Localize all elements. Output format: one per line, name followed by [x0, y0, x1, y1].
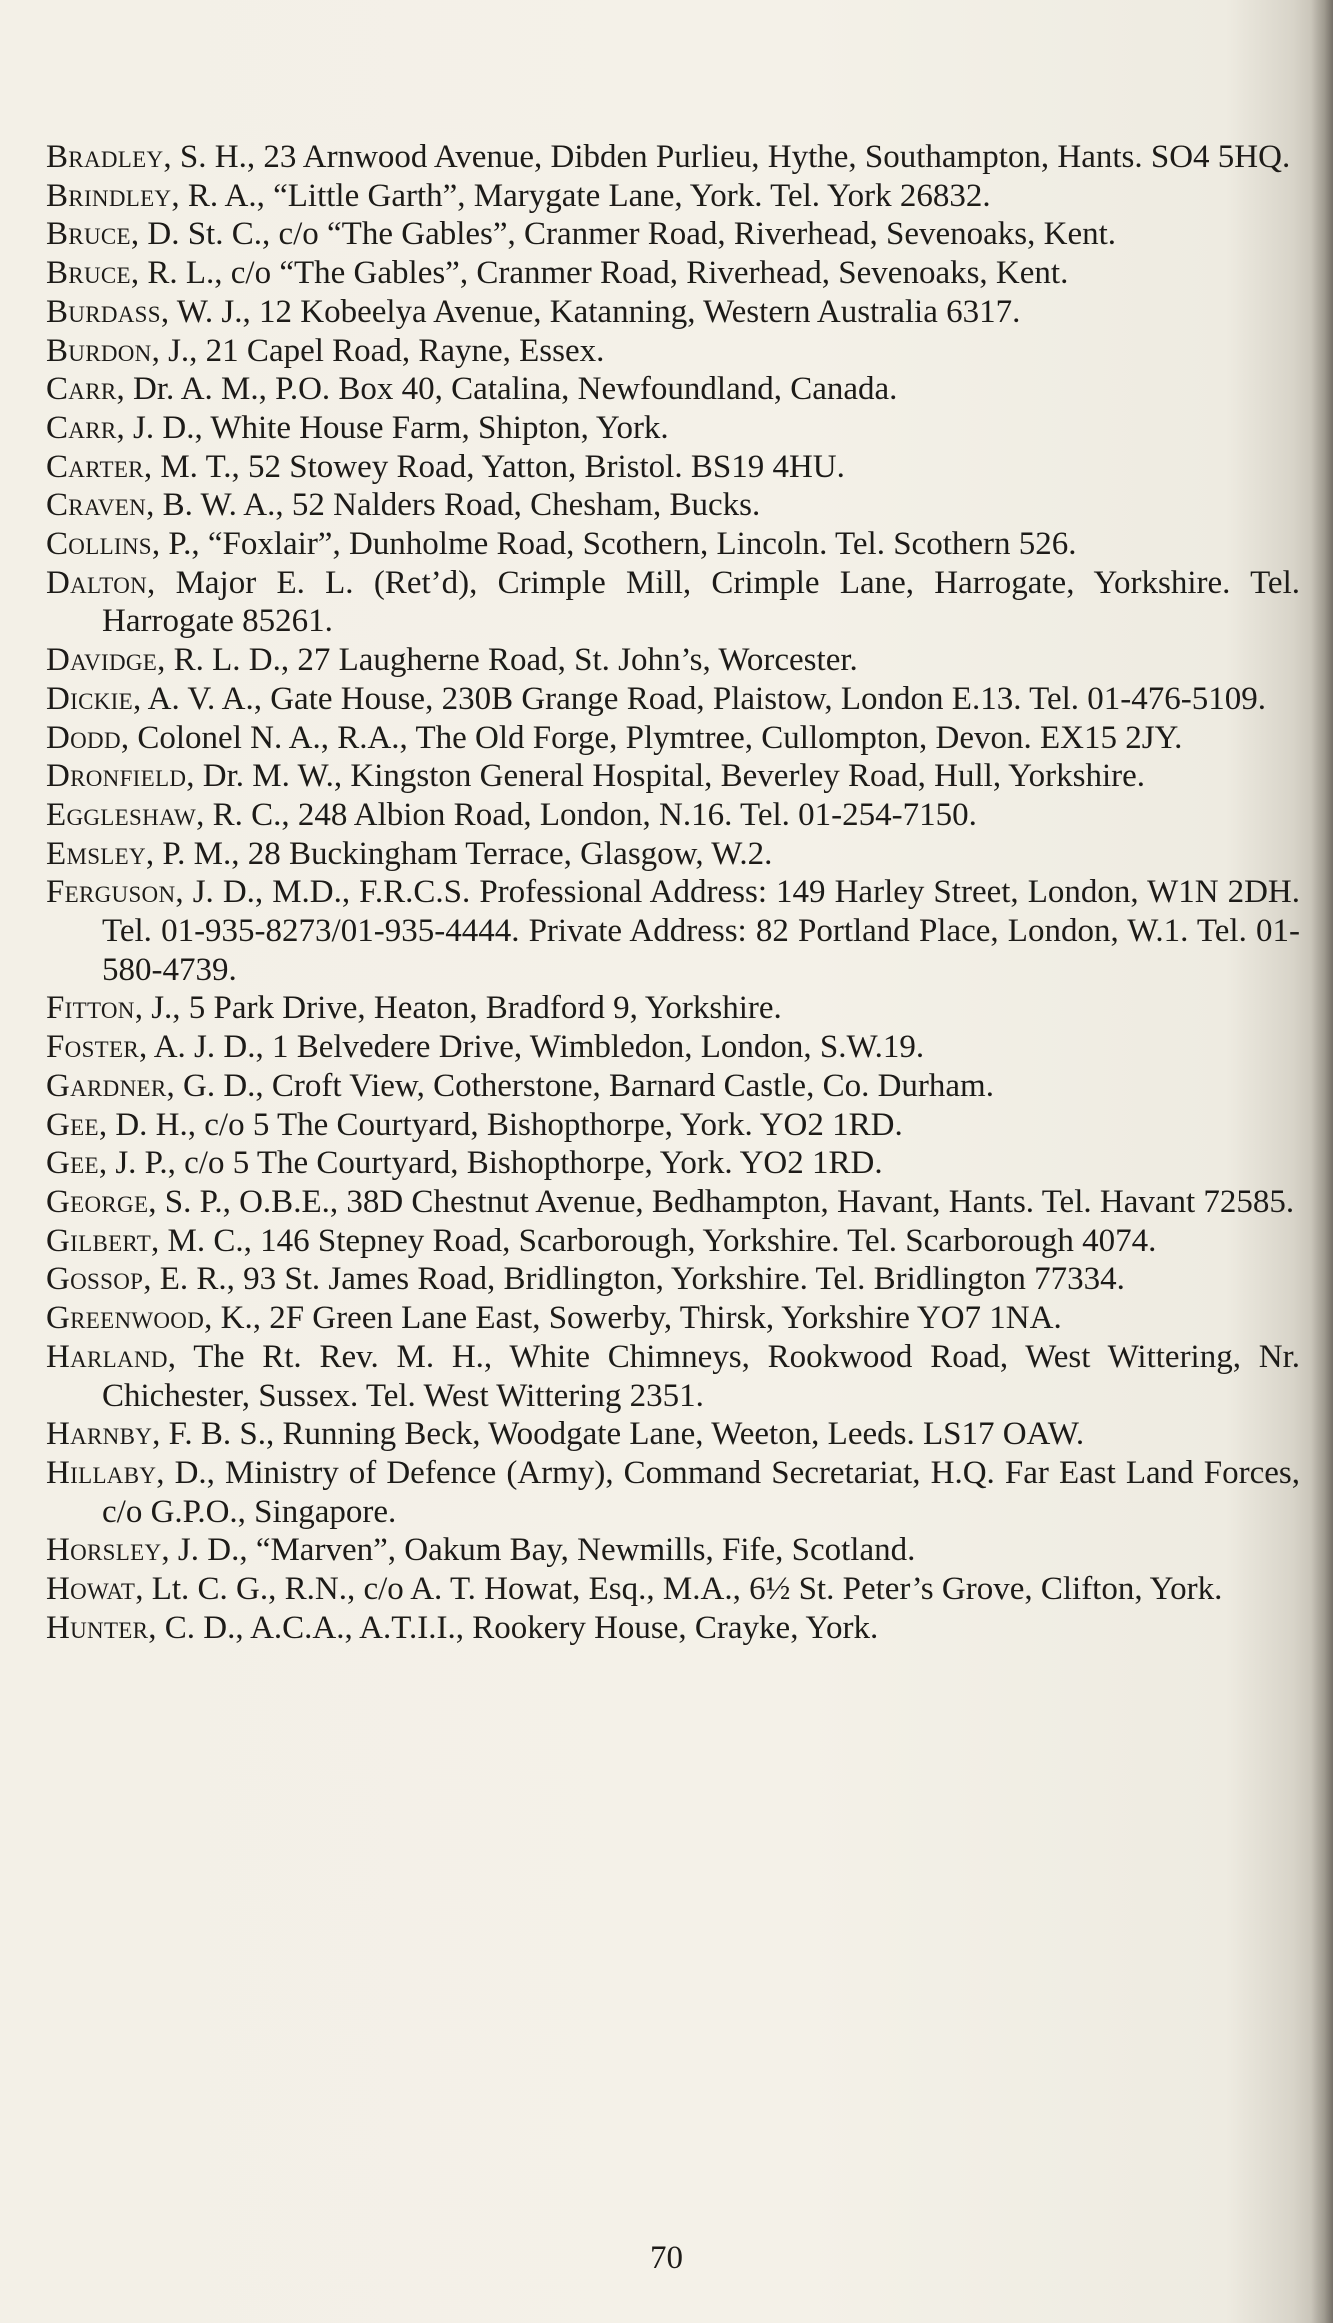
directory-entry: Bruce, R. L., c/o “The Gables”, Cranmer Road, Riverhead, Sevenoaks, Kent.: [46, 255, 1069, 292]
directory-entry: Harland, The Rt. Rev. M. H., White Chimneys, Rookwood Road, West Wittering, Nr. Chichester, Sussex. Tel. West Wittering 2351.: [46, 1338, 1300, 1414]
directory-entry: Dalton, Major E. L. (Ret’d), Crimple Mill, Crimple Lane, Harrogate, Yorkshire. Tel. Harrogate 85261.: [46, 564, 1300, 640]
directory-entry: Gardner, G. D., Croft View, Cotherstone, Barnard Castle, Co. Durham.: [46, 1067, 994, 1104]
entry-details: M. T., 52 Stowey Road, Yatton, Bristol. BS19 4HU.: [160, 448, 845, 485]
entry-surname: Bradley: [46, 139, 164, 175]
directory-entry: Foster, A. J. D., 1 Belvedere Drive, Wimbledon, London, S.W.19.: [46, 1029, 925, 1066]
directory-entry: Bruce, D. St. C., c/o “The Gables”, Cranmer Road, Riverhead, Sevenoaks, Kent.: [46, 216, 1117, 253]
entry-details: D. H., c/o 5 The Courtyard, Bishopthorpe, York. YO2 1RD.: [115, 1106, 903, 1143]
directory-entry: Carter, M. T., 52 Stowey Road, Yatton, Bristol. BS19 4HU.: [46, 448, 845, 485]
entry-details: P. M., 28 Buckingham Terrace, Glasgow, W.2.: [162, 835, 773, 872]
entry-surname: Gossop: [46, 1261, 144, 1298]
directory-entry: Carr, J. D., White House Farm, Shipton, York.: [46, 409, 669, 446]
directory-entry: Davidge, R. L. D., 27 Laugherne Road, St. John’s, Worcester.: [46, 642, 858, 679]
entry-details: D. St. C., c/o “The Gables”, Cranmer Road, Riverhead, Sevenoaks, Kent.: [147, 216, 1117, 253]
directory-entry: Ferguson, J. D., M.D., F.R.C.S. Professional Address: 149 Harley Street, London, W1N 2DH. Tel. 01-935-8273/01-935-4444. Private Address: 82 Portland Place, London, W.1. Tel. 01-580-4739.: [46, 874, 1301, 988]
directory-entry: Collins, P., “Foxlair”, Dunholme Road, Scothern, Lincoln. Tel. Scothern 526.: [46, 526, 1077, 563]
entry-surname: Collins: [46, 526, 152, 563]
entry-details: K., 2F Green Lane East, Sowerby, Thirsk, Yorkshire YO7 1NA.: [220, 1300, 1062, 1337]
entry-surname: Hunter: [46, 1609, 149, 1646]
entry-surname: George: [46, 1183, 149, 1220]
entry-surname: Dalton: [46, 564, 148, 601]
entry-details: D., Ministry of Defence (Army), Command Secretariat, H.Q. Far East Land Forces, c/o G.P.O., Singapore.: [102, 1454, 1300, 1530]
entry-details: A. J. D., 1 Belvedere Drive, Wimbledon, London, S.W.19.: [153, 1029, 925, 1066]
directory-entry: Hillaby, D., Ministry of Defence (Army), Command Secretariat, H.Q. Far East Land Forces, c/o G.P.O., Singapore.: [46, 1454, 1300, 1530]
page-number: 70: [650, 2240, 683, 2276]
directory-entry: Bradley, S. H., 23 Arnwood Avenue, Dibden Purlieu, Hythe, Southampton, Hants. SO4 5HQ.: [46, 139, 1291, 175]
entry-surname: Davidge: [46, 642, 158, 679]
entry-details: Dr. A. M., P.O. Box 40, Catalina, Newfoundland, Canada.: [133, 371, 898, 408]
entry-details: E. R., 93 St. James Road, Bridlington, Yorkshire. Tel. Bridlington 77334.: [159, 1261, 1125, 1298]
directory-entry: Eggleshaw, R. C., 248 Albion Road, London, N.16. Tel. 01-254-7150.: [46, 796, 977, 833]
entry-details: The Rt. Rev. M. H., White Chimneys, Rookwood Road, West Wittering, Nr. Chichester, Sussex. Tel. West Wittering 2351.: [102, 1338, 1300, 1414]
directory-entry: Gilbert, M. C., 146 Stepney Road, Scarborough, Yorkshire. Tel. Scarborough 4074.: [46, 1222, 1157, 1259]
entry-details: S. H., 23 Arnwood Avenue, Dibden Purlieu, Hythe, Southampton, Hants. SO4 5HQ.: [179, 139, 1291, 175]
entry-surname: Eggleshaw: [46, 796, 197, 833]
entry-details: C. D., A.C.A., A.T.I.I., Rookery House, Crayke, York.: [164, 1609, 879, 1646]
directory-entry: Burdon, J., 21 Capel Road, Rayne, Essex.: [46, 332, 605, 369]
directory-entry: Dickie, A. V. A., Gate House, 230B Grange Road, Plaistow, London E.13. Tel. 01-476-5109.: [46, 680, 1267, 717]
entry-surname: Gee: [46, 1106, 99, 1143]
entry-surname: Bruce: [46, 255, 131, 292]
entry-surname: Greenwood: [46, 1300, 205, 1337]
page-edge-shadow: [1311, 0, 1333, 2323]
entry-details: J., 5 Park Drive, Heaton, Bradford 9, Yorkshire.: [151, 990, 782, 1027]
entry-surname: Fitton: [46, 990, 135, 1027]
directory-entry: Burdass, W. J., 12 Kobeelya Avenue, Katanning, Western Australia 6317.: [46, 293, 1021, 330]
entry-details: Dr. M. W., Kingston General Hospital, Beverley Road, Hull, Yorkshire.: [202, 758, 1146, 795]
entry-details: J. D., M.D., F.R.C.S. Professional Address: 149 Harley Street, London, W1N 2DH. Tel. 01-935-8273/01-935-4444. Private Address: 82 Portland Place, London, W.1. Tel. 01-580-4739.: [102, 874, 1301, 988]
entry-details: S. P., O.B.E., 38D Chestnut Avenue, Bedhampton, Havant, Hants. Tel. Havant 72585.: [164, 1183, 1295, 1220]
directory-entry: Carr, Dr. A. M., P.O. Box 40, Catalina, Newfoundland, Canada.: [46, 371, 898, 408]
entry-surname: Gee: [46, 1145, 99, 1182]
entry-surname: Hillaby: [46, 1454, 157, 1491]
directory-entry: Brindley, R. A., “Little Garth”, Marygate Lane, York. Tel. York 26832.: [46, 177, 991, 214]
entry-details: R. L. D., 27 Laugherne Road, St. John’s, Worcester.: [173, 642, 858, 679]
entry-surname: Dronfield: [46, 758, 187, 795]
entry-surname: Burdass: [46, 293, 161, 330]
directory-entry: Emsley, P. M., 28 Buckingham Terrace, Glasgow, W.2.: [46, 835, 773, 872]
entry-details: R. C., 248 Albion Road, London, N.16. Tel. 01-254-7150.: [212, 796, 977, 833]
directory-entry: Howat, Lt. C. G., R.N., c/o A. T. Howat, Esq., M.A., 6½ St. Peter’s Grove, Clifton, York.: [46, 1571, 1223, 1608]
entry-surname: Emsley: [46, 835, 146, 872]
directory-entry: Harnby, F. B. S., Running Beck, Woodgate Lane, Weeton, Leeds. LS17 OAW.: [46, 1416, 1085, 1453]
entry-details: J., 21 Capel Road, Rayne, Essex.: [168, 332, 605, 369]
directory-entry: Horsley, J. D., “Marven”, Oakum Bay, Newmills, Fife, Scotland.: [46, 1532, 916, 1569]
entry-surname: Burdon: [46, 332, 152, 369]
entry-details: J. P., c/o 5 The Courtyard, Bishopthorpe, York. YO2 1RD.: [115, 1145, 883, 1182]
entry-details: B. W. A., 52 Nalders Road, Chesham, Bucks.: [162, 487, 761, 524]
entry-details: J. D., “Marven”, Oakum Bay, Newmills, Fife, Scotland.: [177, 1532, 916, 1569]
directory-entry: Dronfield, Dr. M. W., Kingston General Hospital, Beverley Road, Hull, Yorkshire.: [46, 758, 1146, 795]
entry-surname: Ferguson: [46, 874, 176, 911]
entry-surname: Dodd: [46, 719, 121, 756]
entry-details: W. J., 12 Kobeelya Avenue, Katanning, Western Australia 6317.: [176, 293, 1021, 330]
directory-entry: Dodd, Colonel N. A., R.A., The Old Forge, Plymtree, Cullompton, Devon. EX15 2JY.: [46, 719, 1183, 756]
entry-surname: Foster: [46, 1029, 139, 1066]
entry-surname: Dickie: [46, 680, 133, 717]
entry-surname: Bruce: [46, 216, 131, 253]
entry-surname: Harnby: [46, 1416, 153, 1453]
directory-entry: George, S. P., O.B.E., 38D Chestnut Avenue, Bedhampton, Havant, Hants. Tel. Havant 72585.: [46, 1183, 1295, 1220]
entry-surname: Carr: [46, 371, 117, 408]
entry-surname: Carr: [46, 409, 117, 446]
entry-details: Major E. L. (Ret’d), Crimple Mill, Crimple Lane, Harrogate, Yorkshire. Tel. Harrogate 85261.: [102, 564, 1300, 640]
entry-details: R. L., c/o “The Gables”, Cranmer Road, Riverhead, Sevenoaks, Kent.: [147, 255, 1069, 292]
entry-surname: Gilbert: [46, 1222, 152, 1259]
entry-details: A. V. A., Gate House, 230B Grange Road, Plaistow, London E.13. Tel. 01-476-5109.: [147, 680, 1267, 717]
directory-entry: Gee, J. P., c/o 5 The Courtyard, Bishopthorpe, York. YO2 1RD.: [46, 1145, 883, 1182]
entry-surname: Harland: [46, 1338, 168, 1375]
member-directory-list: [46, 138, 1300, 1647]
entry-details: Colonel N. A., R.A., The Old Forge, Plymtree, Cullompton, Devon. EX15 2JY.: [137, 719, 1183, 756]
entry-details: R. A., “Little Garth”, Marygate Lane, York. Tel. York 26832.: [187, 177, 991, 214]
directory-entry: Hunter, C. D., A.C.A., A.T.I.I., Rookery House, Crayke, York.: [46, 1609, 879, 1646]
entry-details: J. D., White House Farm, Shipton, York.: [133, 409, 669, 446]
entry-surname: Brindley: [46, 177, 172, 214]
directory-entry: Gee, D. H., c/o 5 The Courtyard, Bishopthorpe, York. YO2 1RD.: [46, 1106, 903, 1143]
entry-surname: Craven: [46, 487, 147, 524]
directory-entry: Greenwood, K., 2F Green Lane East, Sowerby, Thirsk, Yorkshire YO7 1NA.: [46, 1300, 1062, 1337]
entry-details: P., “Foxlair”, Dunholme Road, Scothern, Lincoln. Tel. Scothern 526.: [168, 526, 1077, 563]
entry-details: F. B. S., Running Beck, Woodgate Lane, Weeton, Leeds. LS17 OAW.: [168, 1416, 1085, 1453]
directory-entry: Gossop, E. R., 93 St. James Road, Bridlington, Yorkshire. Tel. Bridlington 77334.: [46, 1261, 1125, 1298]
directory-entry: Craven, B. W. A., 52 Nalders Road, Chesham, Bucks.: [46, 487, 761, 524]
entry-surname: Howat: [46, 1571, 136, 1608]
entry-details: G. D., Croft View, Cotherstone, Barnard Castle, Co. Durham.: [183, 1067, 994, 1104]
entry-surname: Carter: [46, 448, 144, 485]
entry-details: M. C., 146 Stepney Road, Scarborough, Yorkshire. Tel. Scarborough 4074.: [167, 1222, 1157, 1259]
entry-surname: Gardner: [46, 1067, 167, 1104]
entry-surname: Horsley: [46, 1532, 162, 1569]
directory-entry: Fitton, J., 5 Park Drive, Heaton, Bradford 9, Yorkshire.: [46, 990, 782, 1027]
entry-details: Lt. C. G., R.N., c/o A. T. Howat, Esq., M.A., 6½ St. Peter’s Grove, Clifton, York.: [151, 1571, 1223, 1608]
